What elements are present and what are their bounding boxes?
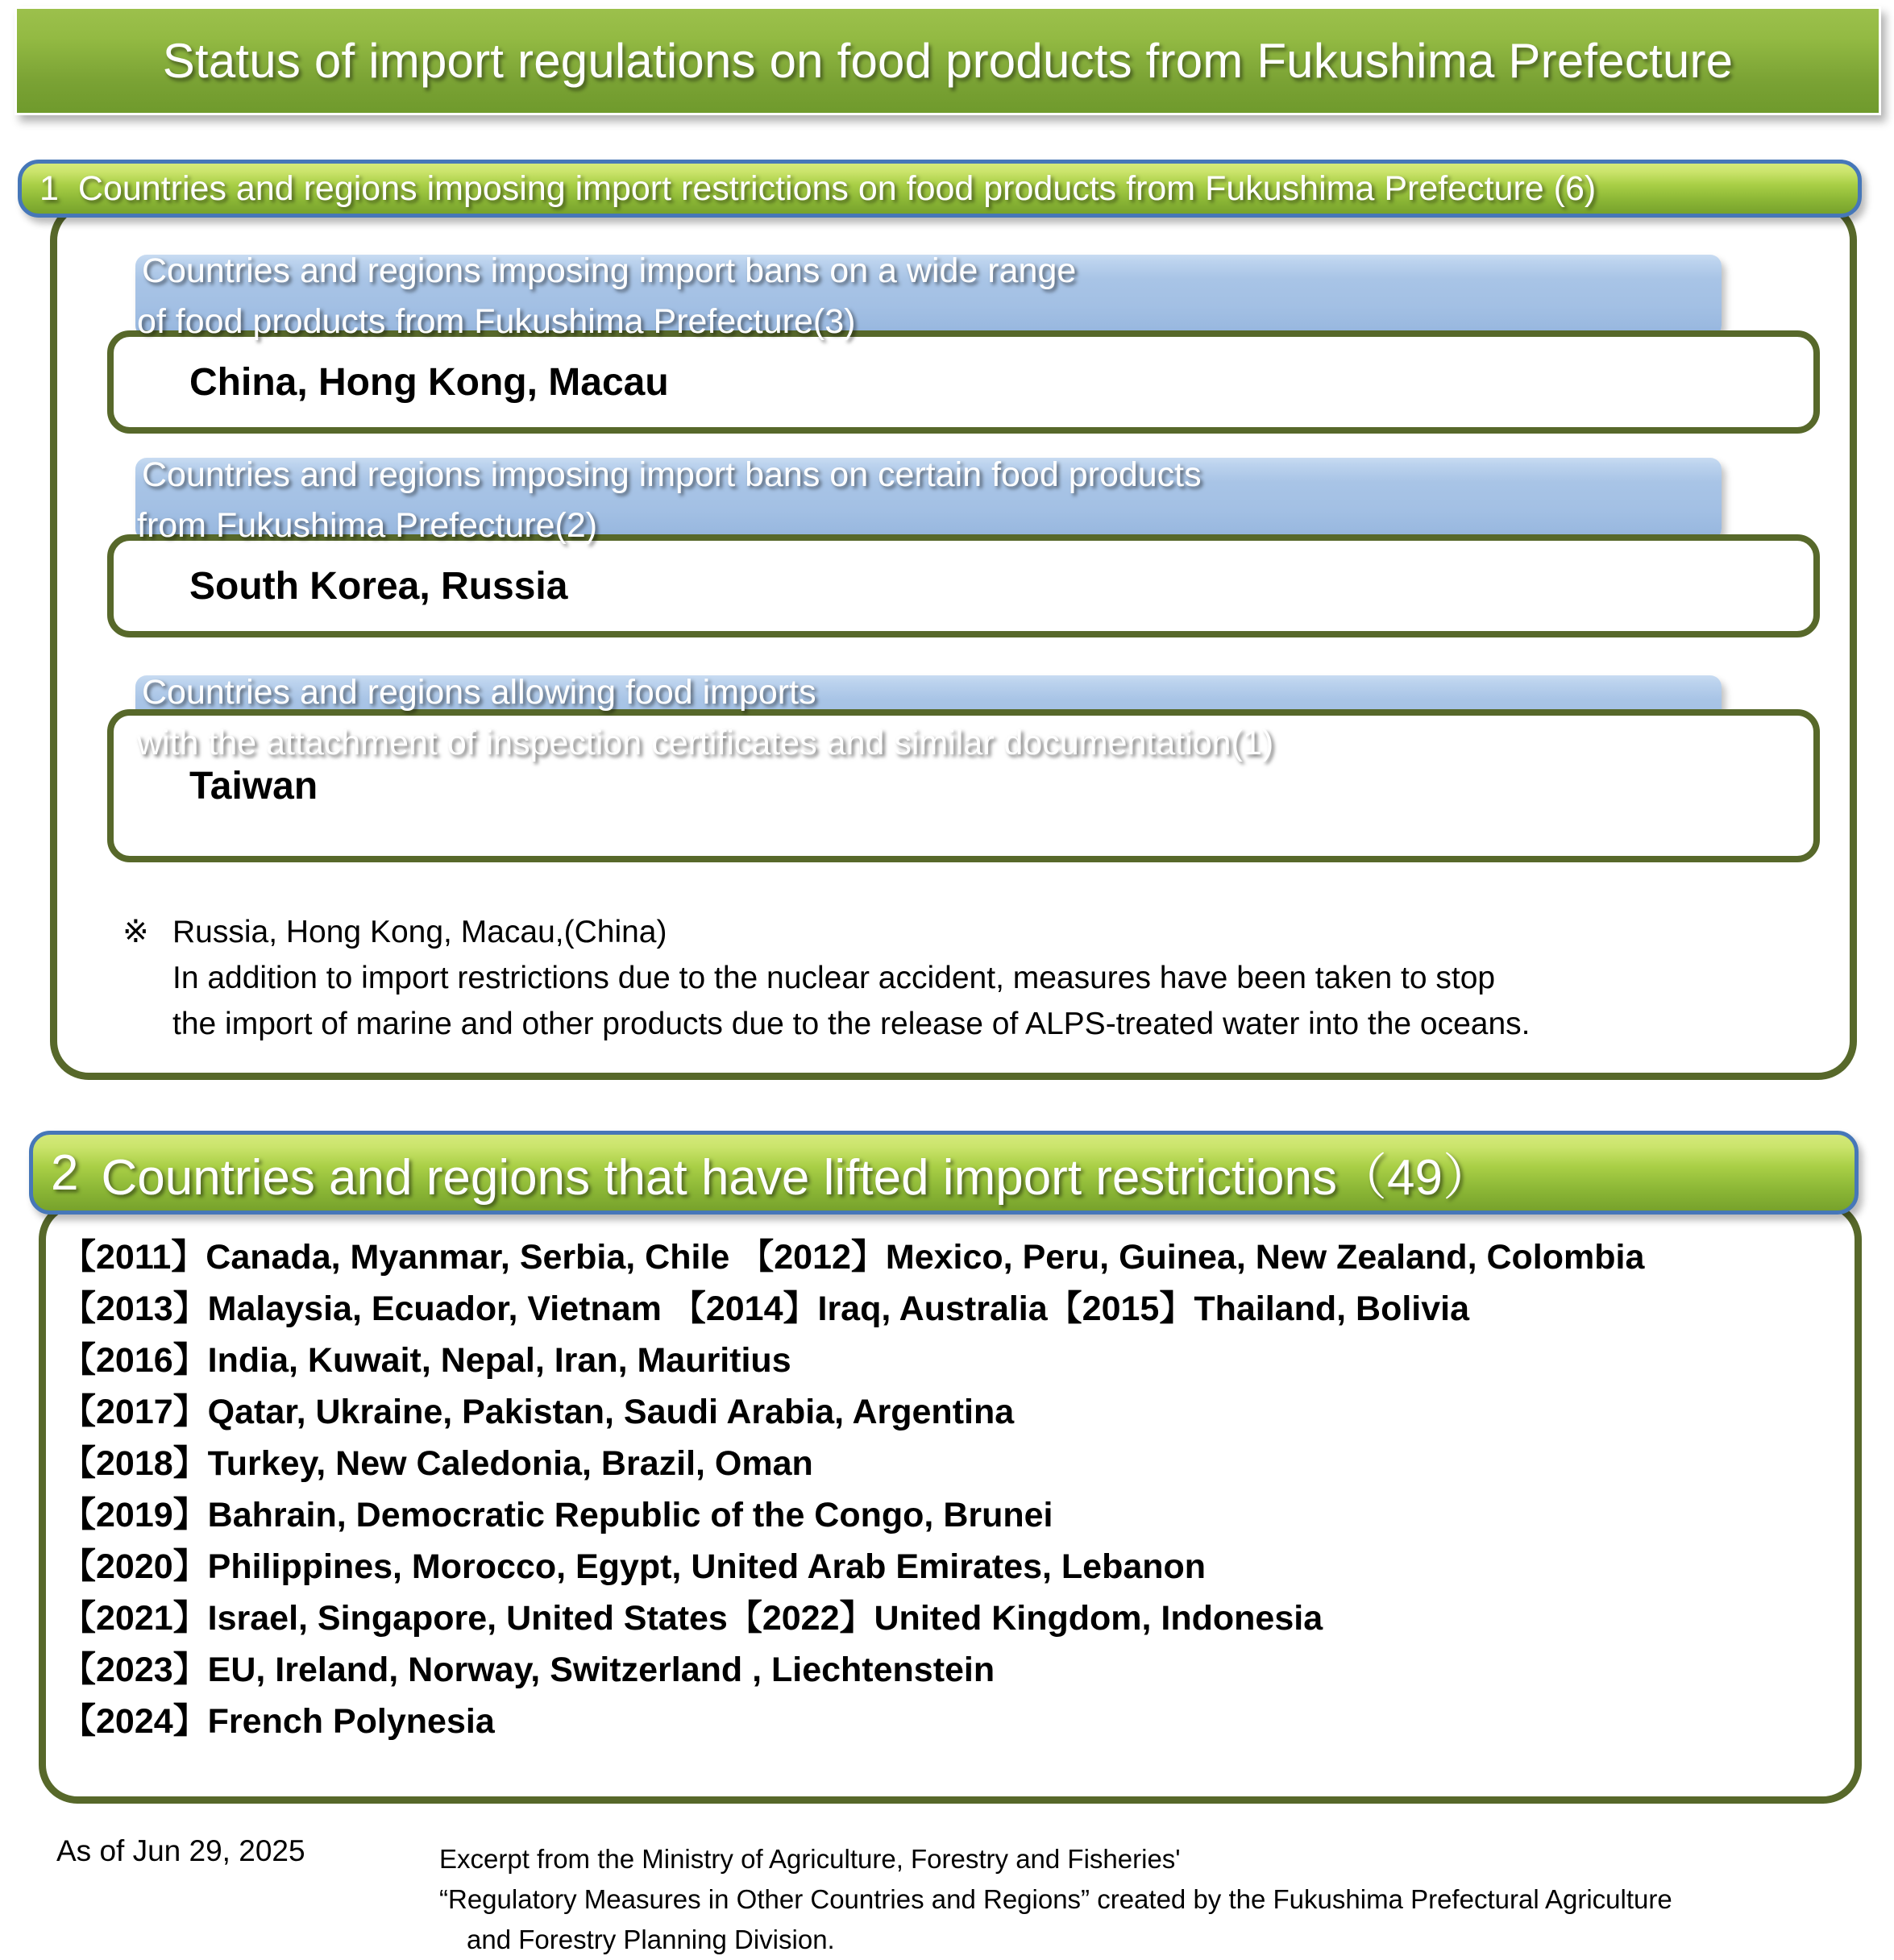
list-item: 【2024】French Polynesia: [61, 1702, 495, 1741]
source-line-2: “Regulatory Measures in Other Countries and Regions” created by the Fukushima Prefectural Agriculture: [439, 1884, 1672, 1914]
as-of-date: As of Jun 29, 2025: [56, 1834, 305, 1867]
section1-note: [123, 909, 1783, 1047]
source-line-1: Excerpt from the Ministry of Agriculture, Forestry and Fisheries': [439, 1844, 1181, 1874]
list-item: 【2011】Canada, Myanmar, Serbia, Chile 【2012】Mexico, Peru, Guinea, New Zealand, Colombia: [61, 1238, 1645, 1277]
lifted-restrictions-list: [61, 1231, 1834, 1747]
list-item: 【2016】India, Kuwait, Nepal, Iran, Mauritius: [61, 1341, 791, 1380]
section2-header: [29, 1131, 1859, 1215]
list-item: 【2019】Bahrain, Democratic Republic of the Congo, Brunei: [61, 1496, 1053, 1534]
list-item: 【2020】Philippines, Morocco, Egypt, United Arab Emirates, Lebanon: [61, 1547, 1207, 1586]
section1-header: [18, 160, 1862, 218]
page-title: Status of import regulations on food products from Fukushima Prefecture: [162, 34, 1734, 88]
group1-label-line1: Countries and regions imposing import bans on a wide range: [142, 251, 1077, 290]
note-line-3: the import of marine and other products due to the release of ALPS-treated water into the oceans.: [172, 1007, 1531, 1041]
section1-number: 1: [39, 168, 59, 208]
note-line-1: Russia, Hong Kong, Macau,(China): [172, 915, 667, 949]
list-item: 【2013】Malaysia, Ecuador, Vietnam 【2014】Iraq, Australia【2015】Thailand, Bolivia: [61, 1289, 1470, 1328]
source-attribution: [439, 1839, 1672, 1960]
list-item: 【2021】Israel, Singapore, United States【2022】United Kingdom, Indonesia: [61, 1599, 1323, 1638]
group1-countries: China, Hong Kong, Macau: [189, 360, 669, 404]
page-title-bar: [15, 6, 1881, 115]
section2-heading: Countries and regions that have lifted import restrictions（49）: [101, 1149, 1493, 1206]
note-line-2: In addition to import restrictions due to the nuclear accident, measures have been taken to stop: [172, 961, 1496, 995]
group2-countries: South Korea, Russia: [189, 564, 568, 608]
note-asterisk-icon: ※: [123, 915, 149, 949]
source-line-3: and Forestry Planning Division.: [467, 1925, 835, 1954]
section2-number: 2: [51, 1144, 79, 1201]
list-item: 【2023】EU, Ireland, Norway, Switzerland , Liechtenstein: [61, 1651, 995, 1689]
list-item: 【2018】Turkey, New Caledonia, Brazil, Oman: [61, 1444, 813, 1483]
group3-label-line2: with the attachment of inspection certificates and similar documentation(1): [137, 724, 1274, 762]
group3-label-line1: Countries and regions allowing food imports: [142, 673, 816, 712]
group3-countries: Taiwan: [189, 764, 318, 808]
group2-label-line1: Countries and regions imposing import bans on certain food products: [142, 455, 1202, 494]
list-item: 【2017】Qatar, Ukraine, Pakistan, Saudi Arabia, Argentina: [61, 1393, 1015, 1431]
group2-label-line2: from Fukushima Prefecture(2): [137, 506, 598, 545]
group1-label-line2: of food products from Fukushima Prefecture(3): [137, 302, 856, 341]
section1-heading: Countries and regions imposing import restrictions on food products from Fukushima Prefecture (6): [77, 168, 1597, 208]
